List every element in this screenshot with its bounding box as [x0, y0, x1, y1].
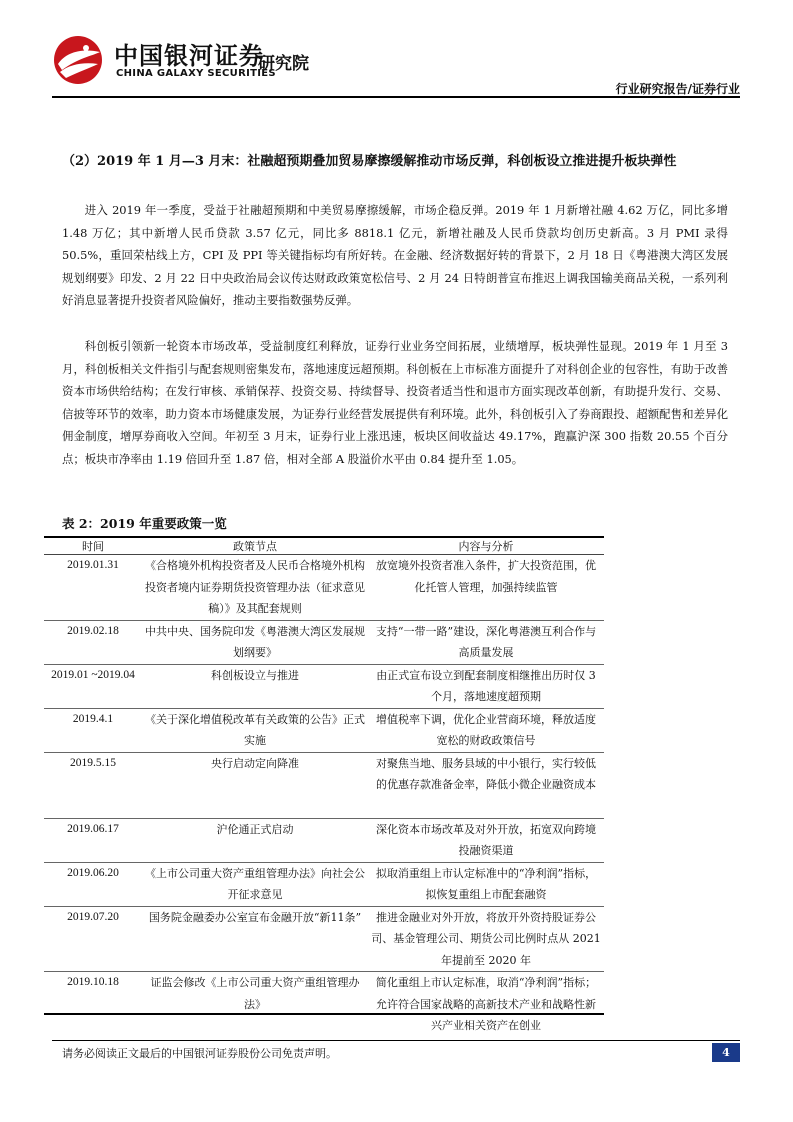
row-date: 2019.07.20: [44, 906, 142, 972]
table-row: [44, 664, 604, 708]
policy-table: [44, 538, 604, 1038]
table-row: [44, 752, 604, 818]
report-type: 行业研究报告/证券行业: [615, 82, 740, 96]
row-analysis: 支持“一带一路”建设，深化粤港澳互利合作与高质量发展: [368, 620, 604, 664]
column-header-analysis: 内容与分析: [368, 538, 604, 555]
column-header-date: 时间: [44, 538, 142, 555]
institute-label: 研究院: [258, 54, 309, 74]
row-analysis: 放宽境外投资者准入条件，扩大投资范围，优化托管人管理，加强持续监管: [368, 555, 604, 621]
table-row: [44, 862, 604, 906]
row-policy: 中共中央、国务院印发《粤港澳大湾区发展规划纲要》: [142, 620, 368, 664]
row-date: 2019.4.1: [44, 708, 142, 752]
row-policy: 央行启动定向降准: [142, 752, 368, 818]
footer-divider: [52, 1040, 740, 1041]
row-policy: 沪伦通正式启动: [142, 818, 368, 862]
table-row: [44, 972, 604, 1038]
section-title: （2）2019 年 1 月—3 月末：社融超预期叠加贸易摩擦缓解推动市场反弹，科创板设立推进提升板块弹性: [62, 154, 677, 169]
body-paragraph: 进入 2019 年一季度，受益于社融超预期和中美贸易摩擦缓解，市场企稳反弹。2019 年 1 月新增社融 4.62 万亿，同比多增 1.48 万亿；其中新增人民币贷款 3.57 亿元，同比多 8818.1 亿元，新增社融及人民币贷款均创历史新高。3 月 PMI 录得 50.5%，重回荣枯线上方，CPI 及 PPI 等关键指标均有所好转。在金融、经济数据好转的背景下，2 月 18 日《粤港澳大湾区发展规划纲要》印发、2 月 22 日中央政治局会议传达财政政策宽松信号、2 月 24 日特朗普宣布推迟上调我国输美商品关税，一系列利好消息显著提升投资者风险偏好，推动主要指数强势反弹。: [62, 203, 728, 308]
row-date: 2019.01 ~2019.04: [44, 664, 142, 708]
row-analysis: 推进金融业对外开放，将放开外资持股证券公司、基金管理公司、期货公司比例时点从 2021 年提前至 2020 年: [368, 906, 604, 972]
row-analysis: 由正式宣布设立到配套制度相继推出历时仅 3 个月，落地速度超预期: [368, 664, 604, 708]
row-policy: 证监会修改《上市公司重大资产重组管理办法》: [150, 976, 360, 1011]
table-row: [44, 906, 604, 972]
page-number: 4: [712, 1043, 740, 1062]
row-policy: 《上市公司重大资产重组管理办法》向社会公开征求意见: [142, 862, 368, 906]
row-analysis: 对聚焦当地、服务县域的中小银行，实行较低的优惠存款准备金率，降低小微企业融资成本: [368, 752, 604, 818]
row-date: 2019.10.18: [67, 976, 119, 988]
brand-name-en: CHINA GALAXY SECURITIES: [116, 68, 276, 79]
row-policy: 《合格境外机构投资者及人民币合格境外机构投资者境内证券期货投资管理办法（征求意见稿）》及其配套规则: [142, 555, 368, 621]
row-policy: 科创板设立与推进: [142, 664, 368, 708]
body-paragraph: 科创板引领新一轮资本市场改革，受益制度红利释放，证券行业业务空间拓展，业绩增厚，板块弹性显现。2019 年 1 月至 3 月，科创板相关文件指引与配套规则密集发布，落地速度远超预期。科创板在上市标准方面提升了对科创企业的包容性，有助于改善资本市场供给结构；在发行审核、承销保荐、投资交易、持续督导、投资者适当性和退市方面实现改革创新，有助提升发行、交易、信披等环节的效率，助力资本市场健康发展，为证券行业经营发展提供有利环境。此外，科创板引入了券商跟投、超额配售和差异化佣金制度，增厚券商收入空间。年初至 3 月末，证券行业上涨迅速，板块区间收益达 49.17%，跑赢沪深 300 指数 20.55 个百分点；板块市净率由 1.19 倍回升至 1.87 倍，相对全部 A 股溢价水平由 0.84 提升至 1.05。: [62, 339, 728, 466]
table-bottom-rule: [44, 1013, 604, 1015]
brand-name-cn: 中国银河证券: [114, 42, 264, 70]
row-analysis: 增值税率下调，优化企业营商环境，释放适度宽松的财政政策信号: [368, 708, 604, 752]
row-date: 2019.06.20: [44, 862, 142, 906]
table-header-row: [44, 538, 604, 555]
row-date: 2019.06.17: [44, 818, 142, 862]
header-divider: [52, 96, 740, 98]
footer-disclaimer: 请务必阅读正文最后的中国银河证券股份公司免责声明。: [62, 1047, 337, 1060]
row-date: 2019.5.15: [44, 752, 142, 818]
table-row: [44, 818, 604, 862]
row-date: 2019.02.18: [44, 620, 142, 664]
row-policy: 国务院金融委办公室宣布金融开放“新11条”: [142, 906, 368, 972]
row-policy: 《关于深化增值税改革有关政策的公告》正式实施: [142, 708, 368, 752]
row-date: 2019.01.31: [44, 555, 142, 621]
table-row: [44, 620, 604, 664]
table-row: [44, 708, 604, 752]
galaxy-logo-icon: [52, 34, 104, 86]
column-header-policy: 政策节点: [142, 538, 368, 555]
table-row: [44, 555, 604, 621]
row-analysis: 简化重组上市认定标准，取消“净利润”指标；允许符合国家战略的高新技术产业和战略性新兴产业相关资产在创业: [375, 976, 597, 1032]
table-caption: 表 2：2019 年重要政策一览: [62, 516, 227, 531]
row-analysis: 拟取消重组上市认定标准中的“净利润”指标，拟恢复重组上市配套融资: [368, 862, 604, 906]
row-analysis: 深化资本市场改革及对外开放，拓宽双向跨境投融资渠道: [368, 818, 604, 862]
